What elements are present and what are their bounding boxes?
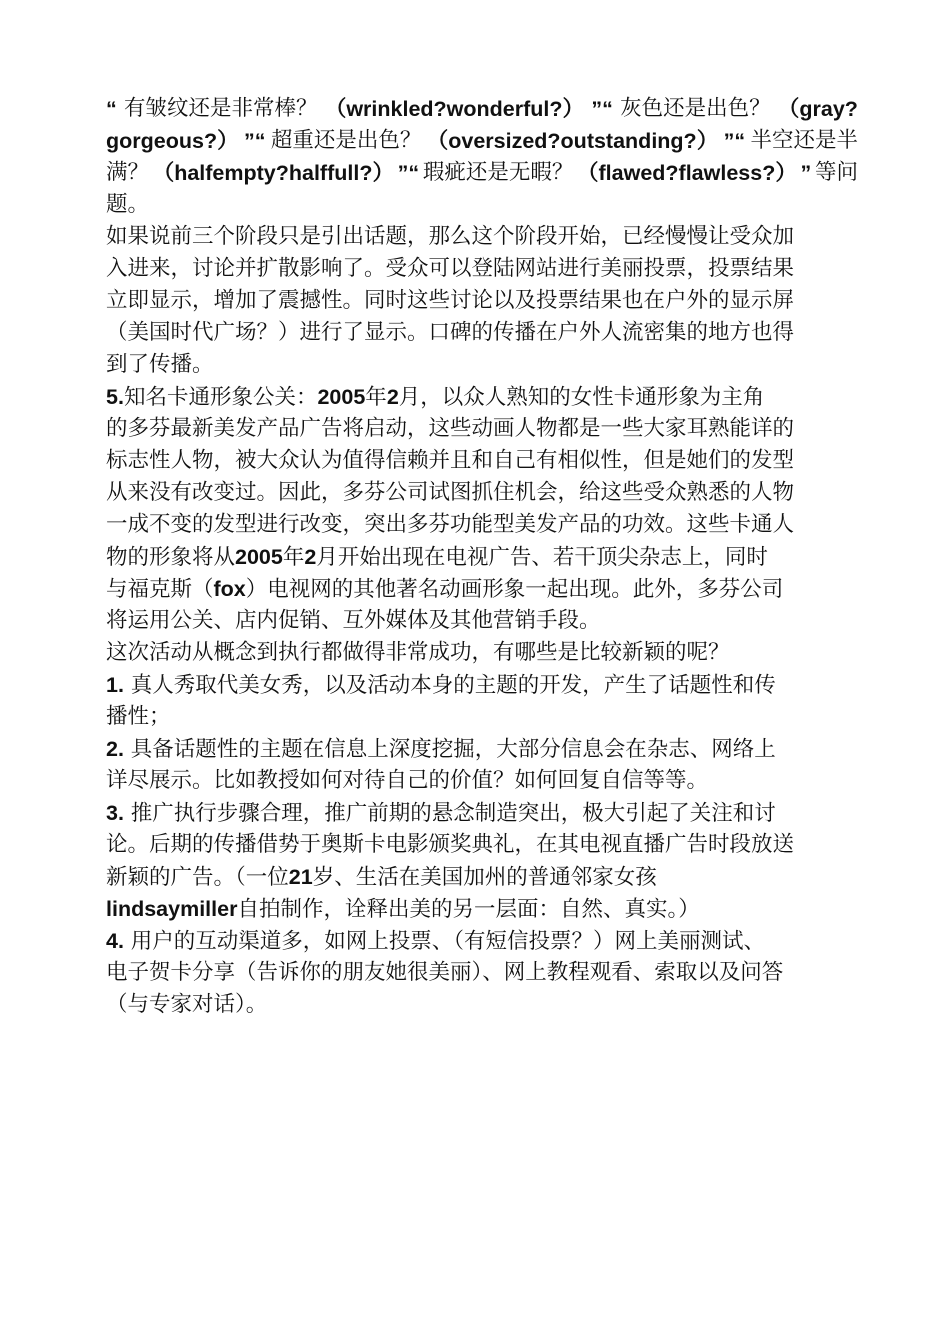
- list-item-3-line1: [106, 797, 858, 829]
- text-run: 瑕疵还是无暇？: [422, 160, 574, 185]
- para2-line2: [106, 253, 858, 285]
- text-run: 推广执行步骤合理，推广前期的悬念制造突出，极大引起了关注和讨: [123, 801, 776, 826]
- list-item-4-line2: [106, 957, 858, 989]
- text-run: ”“: [723, 129, 746, 153]
- text-run: ”: [800, 161, 812, 185]
- list-item-4-line3: [106, 989, 858, 1021]
- text-run: （与专家对话）。: [106, 992, 268, 1017]
- document-page: [106, 93, 858, 1021]
- text-run: 入进来，讨论并扩散影响了。受众可以登陆网站进行美丽投票，投票结果: [106, 256, 795, 281]
- text-run: ”“: [397, 161, 420, 185]
- text-run: 详尽展示。比如教授如何对待自己的价值？如何回复自信等等。: [106, 768, 709, 793]
- text-run: 到了传播。: [106, 352, 214, 377]
- list-number: 4.: [106, 929, 124, 953]
- text-run: 电子贺卡分享（告诉你的朋友她很美丽）、网上教程观看、索取以及问答: [106, 960, 784, 985]
- section-number: 5.: [106, 385, 124, 409]
- text-run: 如果说前三个阶段只是引出话题，那么这个阶段开始，已经慢慢让受众加: [106, 224, 795, 249]
- text-run: （wrinkled?wonderful?）: [324, 97, 585, 121]
- list-item-1-line1: [106, 669, 858, 701]
- text-run: ”“: [591, 97, 613, 121]
- text-run: fox: [213, 577, 246, 601]
- text-run: 2: [304, 545, 317, 569]
- text-run: 立即显示，增加了震撼性。同时这些讨论以及投票结果也在户外的显示屏: [106, 288, 795, 313]
- text-run: 等问: [814, 160, 858, 185]
- list-item-2-line1: [106, 733, 858, 765]
- text-run: 年: [282, 545, 305, 570]
- text-run: 月开始出现在电视广告、若干顶尖杂志上，同时: [316, 545, 768, 570]
- text-run: （gray?: [777, 97, 858, 121]
- text-run: （halfempty?halffull?）: [152, 161, 394, 185]
- para2-line5: [106, 349, 858, 381]
- text-run: 与福克斯（: [106, 577, 214, 602]
- list-number: 1.: [106, 673, 124, 697]
- text-run: 半空还是半: [750, 128, 858, 153]
- list-item-3-line2: [106, 829, 858, 861]
- para2-line1: [106, 221, 858, 253]
- text-run: 一成不变的发型进行改变，突出多芬功能型美发产品的功效。这些卡通人: [106, 512, 795, 537]
- text-run: 标志性人物，被大众认为值得信赖并且和自己有相似性，但是她们的发型: [106, 448, 795, 473]
- para3-line5: [106, 509, 858, 541]
- text-run: 2005: [317, 385, 366, 409]
- text-run: ）电视网的其他著名动画形象一起出现。此外，多芬公司: [245, 577, 784, 602]
- text-run: 用户的互动渠道多，如网上投票、（有短信投票？）网上美丽测试、: [123, 929, 766, 954]
- para2-line4: [106, 317, 858, 349]
- list-number: 2.: [106, 737, 124, 761]
- text-run: 超重还是出色？: [270, 128, 422, 153]
- text-run: lindsaymiller: [106, 897, 238, 921]
- para3-line4: [106, 477, 858, 509]
- text-run: 2005: [235, 545, 283, 569]
- para1-line1: [106, 93, 858, 125]
- text-run: （oversized?outstanding?）: [426, 129, 719, 153]
- text-run: （美国时代广场？）进行了显示。口碑的传播在户外人流密集的地方也得: [106, 320, 795, 345]
- para4-line1: [106, 637, 858, 669]
- text-run: 月，以众人熟知的女性卡通形象为主角: [398, 385, 765, 410]
- list-number: 3.: [106, 801, 124, 825]
- text-run: 的多芬最新美发产品广告将启动，这些动画人物都是一些大家耳熟能详的: [106, 416, 795, 441]
- text-run: 新颖的广告。（一位: [106, 865, 289, 890]
- text-run: 灰色还是出色？: [620, 96, 771, 121]
- list-item-2-line2: [106, 765, 858, 797]
- para3-line1: [106, 381, 858, 413]
- para1-line3: [106, 157, 858, 189]
- para3-line2: [106, 413, 858, 445]
- para3-line8: [106, 605, 858, 637]
- text-run: 这次活动从概念到执行都做得非常成功，有哪些是比较新颖的呢？: [106, 640, 730, 665]
- text-run: 播性；: [106, 704, 171, 729]
- text-run: “: [106, 97, 117, 121]
- text-run: 知名卡通形象公关：: [123, 385, 318, 410]
- text-run: 题。: [106, 192, 150, 217]
- text-run: 物的形象将从: [106, 545, 236, 570]
- list-item-3-line3: [106, 861, 858, 893]
- text-run: 将运用公关、店内促销、互外媒体及其他营销手段。: [106, 608, 601, 633]
- text-run: 真人秀取代美女秀，以及活动本身的主题的开发，产生了话题性和传: [123, 673, 776, 698]
- para2-line3: [106, 285, 858, 317]
- list-item-3-line4: [106, 893, 858, 925]
- list-item-4-line1: [106, 925, 858, 957]
- text-run: 自拍制作，诠释出美的另一层面：自然、真实。）: [237, 897, 700, 922]
- text-run: 岁、生活在美国加州的普通邻家女孩: [312, 865, 657, 890]
- para1-line2: [106, 125, 858, 157]
- text-run: 有皱纹还是非常棒？: [124, 96, 318, 121]
- text-run: 年: [365, 385, 387, 410]
- text-run: ”“: [243, 129, 266, 153]
- text-run: 2: [386, 385, 399, 409]
- text-run: 具备话题性的主题在信息上深度挖掘，大部分信息会在杂志、网络上: [123, 737, 776, 762]
- list-item-1-line2: [106, 701, 858, 733]
- text-run: 21: [288, 865, 313, 889]
- text-run: 从来没有改变过。因此，多芬公司试图抓住机会，给这些受众熟悉的人物: [106, 480, 795, 505]
- text-run: gorgeous?）: [106, 129, 239, 153]
- para3-line7: [106, 573, 858, 605]
- para3-line3: [106, 445, 858, 477]
- text-run: 论。后期的传播借势于奥斯卡电影颁奖典礼，在其电视直播广告时段放送: [106, 832, 795, 857]
- text-run: 满？: [106, 160, 150, 185]
- para1-line4: [106, 189, 858, 221]
- text-run: （flawed?flawless?）: [577, 161, 797, 185]
- para3-line6: [106, 541, 858, 573]
